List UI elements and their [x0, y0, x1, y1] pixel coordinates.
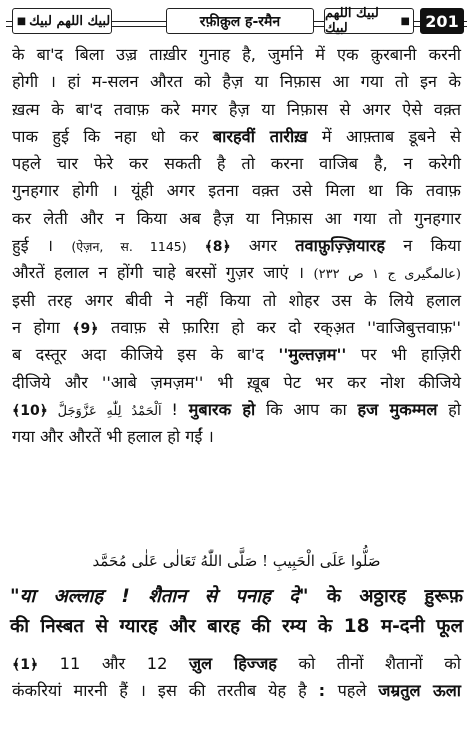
text-line: ख़त्म के बा'द तवाफ़ करे मगर हैज़ या निफ़ास से अगर ऐसे वक़्त — [12, 99, 461, 119]
text-line: न होगा ﴾9﴿ तवाफ़ से फ़ारिग़ हो कर दो रक्अ़त ''वाजिबुत्तवाफ़'' — [12, 317, 461, 337]
heading-line: "या अल्लाह ! शैतान से पनाह दे" के अठ्ठारह ह़ुरूफ़ — [10, 586, 464, 607]
text-line: दीजिये और ''आबे ज़मज़म'' भी ख़ूब पेट भर कर नोश कीजिये — [12, 372, 461, 392]
text-line: ब दस्तूर अदा कीजिये इस के बा'द ''मुल्तज़म'' पर भी हाज़िरी — [12, 345, 461, 365]
arabic-phrase: اَلْحَمْدُ لِلّٰهِ عَزَّوَجَلَّ — [47, 403, 172, 419]
salawat-line: صَلُّوا عَلَى الْحَبِيبِ ! صَلَّى اللّٰهُ تَعَالٰى عَلٰى مُحَمَّد — [92, 552, 381, 570]
emphasis: बारहवीं तारीख़ — [212, 126, 308, 146]
item-marker: ﴾8﴿ — [186, 239, 249, 256]
text-line: औरतें हलाल न होंगी चाहे बरसों गुज़र जाएं । (عالمگیری ج ۱ ص ۲۳۲) — [12, 263, 461, 283]
text-line: ﴾10﴿ اَلْحَمْدُ لِلّٰهِ عَزَّوَجَلَّ ! मुबारक हो कि आप का हज मुकम्मल हो — [12, 399, 462, 419]
emphasis: ''मुल्तज़म'' — [278, 345, 347, 365]
header-left-label: ■ لبيك اللهم لبيك — [12, 8, 112, 34]
emphasis: जम्रतुल ऊला — [378, 681, 462, 701]
item-marker: ﴾1﴿ — [12, 657, 39, 673]
emphasis: मुबारक हो — [188, 399, 256, 419]
text-line: हुई । (ऐज़न, स. 1145) ﴾8﴿ अगर तवाफ़ुज़्ज़ियारह न किया — [12, 236, 461, 256]
text-line: होगी । हां म-सलन औरत को हैज़ या निफ़ास आ गया तो इन के — [12, 72, 461, 92]
citation: (ऐज़न, स. 1145) — [71, 239, 187, 255]
text-line: कंकरियां मारनी हैं । इस की तरतीब येह है : पहले जम्रतुल ऊला — [12, 681, 462, 701]
text-line: गुनहगार होगी । यूंही अगर इतना वक़्त उसे मिला था कि तवाफ़ — [12, 181, 461, 201]
emphasis: ज़ुल हिज्जह — [188, 654, 277, 673]
kaaba-icon: ■ — [400, 15, 410, 27]
text-line: गया और औरतें भी हलाल हो गईं । — [12, 427, 214, 447]
text-line: पहले चार फेरे कर सकती है तो करना वाजिब है, न करेगी — [12, 154, 461, 174]
section-heading — [10, 582, 463, 642]
emphasis: हज मुकम्मल — [357, 399, 438, 419]
text-line: कर लेती और न किया अब हैज़ या निफ़ास आ गया तो गुनहगार — [12, 208, 461, 228]
text-line: के बा'द बिला उज़्र ताख़ीर गुनाह है, जुर्माने में एक क़ुरबानी करनी — [12, 45, 461, 64]
text-line: पाक हुई कि नहा धो कर बारहवीं तारीख़ में आफ़्ताब डूबने से — [12, 126, 461, 146]
body-text-continued — [12, 650, 461, 705]
header-title: रफ़ीक़ुल ह-रमैन — [166, 8, 314, 34]
item-marker: ﴾9﴿ — [72, 320, 99, 337]
text-line: ﴾1﴿ 11 और 12 ज़ुल हिज्जह को तीनों शैतानों को — [12, 654, 462, 673]
heading-line: की निस्बत से ग्यारह और बारह की रम्य के 18 म-दनी फूल — [10, 616, 463, 637]
item-marker: ﴾10﴿ — [12, 402, 48, 419]
arabic-citation: (عالمگیری ج ۱ ص ۲۳۲) — [313, 267, 461, 283]
page-header — [6, 6, 467, 36]
emphasis: तवाफ़ुज़्ज़ियारह — [295, 236, 385, 256]
kaaba-icon: ■ — [16, 15, 27, 27]
header-right-label: لبيك اللهم لبيك ■ — [324, 8, 414, 34]
page-number: 201 — [420, 8, 464, 34]
text-line: इसी तरह अगर बीवी ने नहीं किया तो शोहर उस के लिये हलाल — [12, 290, 461, 310]
body-text — [12, 41, 461, 450]
